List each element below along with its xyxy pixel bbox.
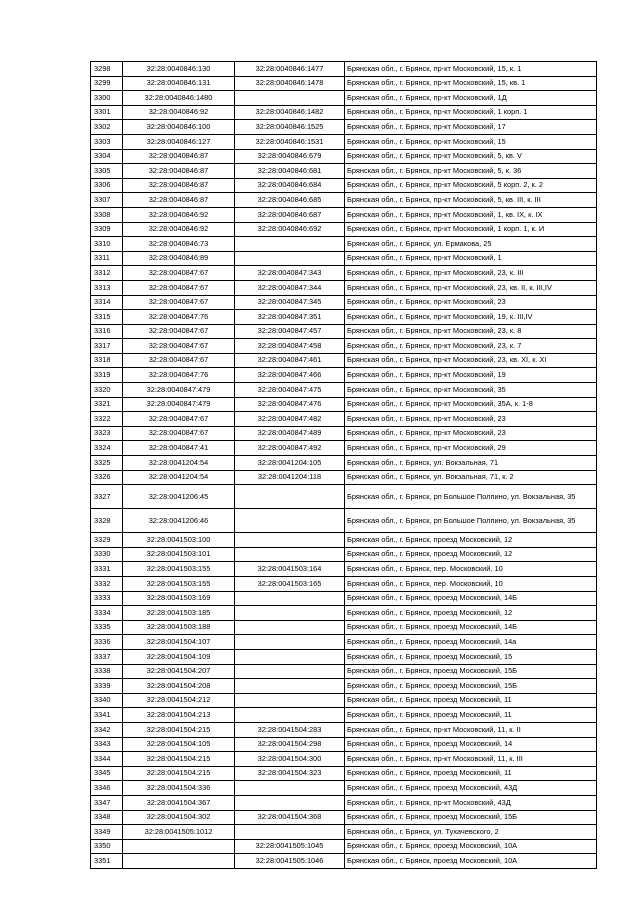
- cadastral-number-cell: 32:28:0040846:127: [123, 134, 235, 149]
- cadastral-number-cell: 32:28:0040847:67: [123, 339, 235, 354]
- address-cell: Брянская обл., г. Брянск, проезд Московский, 12: [345, 606, 597, 621]
- table-row: [91, 547, 597, 562]
- address-cell: Брянская обл., г. Брянск, пр-кт Московский, 1: [345, 251, 597, 266]
- address-cell: Брянская обл., г. Брянск, пр-кт Московский, 19, к. III,IV: [345, 310, 597, 325]
- object-number-cell: [235, 649, 345, 664]
- table-row: [91, 795, 597, 810]
- table-row: [91, 664, 597, 679]
- table-row: [91, 134, 597, 149]
- object-number-cell: 32:28:0041504:283: [235, 722, 345, 737]
- object-number-cell: [235, 533, 345, 548]
- table-row: [91, 324, 597, 339]
- cadastral-number-cell: 32:28:0041503:100: [123, 533, 235, 548]
- address-cell: Брянская обл., г. Брянск, пр-кт Московский, 35А, к. 1-8: [345, 397, 597, 412]
- row-number-cell: 3317: [91, 339, 123, 354]
- cadastral-number-cell: 32:28:0041503:185: [123, 606, 235, 621]
- cadastral-number-cell: 32:28:0040847:67: [123, 412, 235, 427]
- table-row: [91, 441, 597, 456]
- table-row: [91, 635, 597, 650]
- row-number-cell: 3322: [91, 412, 123, 427]
- address-cell: Брянская обл., г. Брянск, пр-кт Московский, 17: [345, 120, 597, 135]
- row-number-cell: 3309: [91, 222, 123, 237]
- object-number-cell: [235, 679, 345, 694]
- address-cell: Брянская обл., г. Брянск, пр-кт Московский, 11, к. III: [345, 752, 597, 767]
- object-number-cell: [235, 91, 345, 106]
- row-number-cell: 3333: [91, 591, 123, 606]
- cadastral-number-cell: 32:28:0040846:92: [123, 222, 235, 237]
- table-row: [91, 62, 597, 77]
- table-row: [91, 91, 597, 106]
- table-row: [91, 207, 597, 222]
- cadastral-number-cell: 32:28:0040847:67: [123, 266, 235, 281]
- table-body: [91, 62, 597, 869]
- row-number-cell: 3344: [91, 752, 123, 767]
- table-row: [91, 825, 597, 840]
- row-number-cell: 3343: [91, 737, 123, 752]
- object-number-cell: 32:28:0040847:475: [235, 383, 345, 398]
- row-number-cell: 3345: [91, 766, 123, 781]
- row-number-cell: 3325: [91, 456, 123, 471]
- object-number-cell: 32:28:0040846:685: [235, 193, 345, 208]
- row-number-cell: 3307: [91, 193, 123, 208]
- object-number-cell: [235, 237, 345, 252]
- table-row: [91, 353, 597, 368]
- table-row: [91, 178, 597, 193]
- row-number-cell: 3321: [91, 397, 123, 412]
- cadastral-number-cell: 32:28:0041504:208: [123, 679, 235, 694]
- object-number-cell: [235, 606, 345, 621]
- address-cell: Брянская обл., г. Брянск, пр-кт Московский, 15: [345, 134, 597, 149]
- cadastral-number-cell: 32:28:0041503:155: [123, 562, 235, 577]
- object-number-cell: 32:28:0041504:298: [235, 737, 345, 752]
- table-row: [91, 266, 597, 281]
- address-cell: Брянская обл., г. Брянск, проезд Московский, 43Д: [345, 781, 597, 796]
- address-cell: Брянская обл., г. Брянск, проезд Московский, 15Б: [345, 664, 597, 679]
- object-number-cell: 32:28:0040847:345: [235, 295, 345, 310]
- row-number-cell: 3298: [91, 62, 123, 77]
- table-row: [91, 295, 597, 310]
- object-number-cell: 32:28:0040847:343: [235, 266, 345, 281]
- object-number-cell: 32:28:0040847:461: [235, 353, 345, 368]
- object-number-cell: [235, 708, 345, 723]
- object-number-cell: [235, 251, 345, 266]
- address-cell: Брянская обл., г. Брянск, проезд Московский, 12: [345, 547, 597, 562]
- row-number-cell: 3346: [91, 781, 123, 796]
- object-number-cell: 32:28:0040846:687: [235, 207, 345, 222]
- table-row: [91, 237, 597, 252]
- address-cell: Брянская обл., г. Брянск, пр-кт Московский, 1 корп. 1: [345, 105, 597, 120]
- table-row: [91, 339, 597, 354]
- table-row: [91, 509, 597, 533]
- address-cell: Брянская обл., г. Брянск, ул. Тухачевского, 2: [345, 825, 597, 840]
- table-row: [91, 412, 597, 427]
- cadastral-number-cell: 32:28:0041504:215: [123, 752, 235, 767]
- address-cell: Брянская обл., г. Брянск, проезд Московский, 14: [345, 737, 597, 752]
- object-number-cell: 32:28:0040847:482: [235, 412, 345, 427]
- cadastral-number-cell: 32:28:0040846:73: [123, 237, 235, 252]
- table-row: [91, 781, 597, 796]
- row-number-cell: 3304: [91, 149, 123, 164]
- table-row: [91, 577, 597, 592]
- row-number-cell: 3341: [91, 708, 123, 723]
- address-cell: Брянская обл., г. Брянск, проезд Московский, 10А: [345, 839, 597, 854]
- object-number-cell: [235, 825, 345, 840]
- address-cell: Брянская обл., г. Брянск, пр-кт Московский, 15, кв. 1: [345, 76, 597, 91]
- cadastral-number-cell: 32:28:0041204:54: [123, 456, 235, 471]
- address-cell: Брянская обл., г. Брянск, рп Большое Полпино, ул. Вокзальная, 35: [345, 509, 597, 533]
- object-number-cell: [235, 591, 345, 606]
- object-number-cell: 32:28:0040846:679: [235, 149, 345, 164]
- row-number-cell: 3349: [91, 825, 123, 840]
- address-cell: Брянская обл., г. Брянск, проезд Московский, 11: [345, 766, 597, 781]
- address-cell: Брянская обл., г. Брянск, пр-кт Московский, 23, к. 8: [345, 324, 597, 339]
- row-number-cell: 3302: [91, 120, 123, 135]
- table-row: [91, 164, 597, 179]
- table-row: [91, 591, 597, 606]
- row-number-cell: 3327: [91, 485, 123, 509]
- table-row: [91, 606, 597, 621]
- address-cell: Брянская обл., г. Брянск, рп Большое Полпино, ул. Вокзальная, 35: [345, 485, 597, 509]
- row-number-cell: 3331: [91, 562, 123, 577]
- object-number-cell: 32:28:0040846:1482: [235, 105, 345, 120]
- object-number-cell: [235, 693, 345, 708]
- cadastral-number-cell: 32:28:0041504:336: [123, 781, 235, 796]
- address-cell: Брянская обл., г. Брянск, пр-кт Московский, 23, кв. II, к. III,IV: [345, 280, 597, 295]
- cadastral-number-cell: 32:28:0040846:87: [123, 164, 235, 179]
- address-cell: Брянская обл., г. Брянск, проезд Московский, 10А: [345, 854, 597, 869]
- row-number-cell: 3338: [91, 664, 123, 679]
- row-number-cell: 3329: [91, 533, 123, 548]
- object-number-cell: 32:28:0040846:1531: [235, 134, 345, 149]
- object-number-cell: 32:28:0040846:1525: [235, 120, 345, 135]
- cadastral-number-cell: 32:28:0041504:367: [123, 795, 235, 810]
- row-number-cell: 3335: [91, 620, 123, 635]
- row-number-cell: 3310: [91, 237, 123, 252]
- cadastral-number-cell: 32:28:0041504:107: [123, 635, 235, 650]
- row-number-cell: 3339: [91, 679, 123, 694]
- cadastral-number-cell: 32:28:0040846:131: [123, 76, 235, 91]
- table-row: [91, 693, 597, 708]
- cadastral-number-cell: 32:28:0040846:1480: [123, 91, 235, 106]
- row-number-cell: 3299: [91, 76, 123, 91]
- row-number-cell: 3312: [91, 266, 123, 281]
- table-row: [91, 280, 597, 295]
- table-row: [91, 222, 597, 237]
- cadastral-number-cell: 32:28:0040846:87: [123, 149, 235, 164]
- row-number-cell: 3326: [91, 470, 123, 485]
- table-row: [91, 193, 597, 208]
- table-row: [91, 310, 597, 325]
- cadastral-number-cell: 32:28:0041504:207: [123, 664, 235, 679]
- table-row: [91, 105, 597, 120]
- address-cell: Брянская обл., г. Брянск, пр-кт Московский, 15, к. 1: [345, 62, 597, 77]
- table-row: [91, 251, 597, 266]
- table-row: [91, 722, 597, 737]
- table-row: [91, 708, 597, 723]
- address-cell: Брянская обл., г. Брянск, пр-кт Московский, 11, к. II: [345, 722, 597, 737]
- address-cell: Брянская обл., г. Брянск, пр-кт Московский, 29: [345, 441, 597, 456]
- address-cell: Брянская обл., г. Брянск, пр-кт Московский, 23: [345, 412, 597, 427]
- row-number-cell: 3348: [91, 810, 123, 825]
- address-cell: Брянская обл., г. Брянск, ул. Вокзальная, 71: [345, 456, 597, 471]
- object-number-cell: [235, 635, 345, 650]
- address-cell: Брянская обл., г. Брянск, пр-кт Московский, 23, к. III: [345, 266, 597, 281]
- row-number-cell: 3300: [91, 91, 123, 106]
- table-row: [91, 737, 597, 752]
- row-number-cell: 3311: [91, 251, 123, 266]
- table-row: [91, 470, 597, 485]
- address-cell: Брянская обл., г. Брянск, пер. Московский, 10: [345, 562, 597, 577]
- row-number-cell: 3323: [91, 426, 123, 441]
- cadastral-number-cell: 32:28:0040847:479: [123, 383, 235, 398]
- cadastral-number-cell: 32:28:0040847:479: [123, 397, 235, 412]
- cadastral-number-cell: [123, 854, 235, 869]
- row-number-cell: 3330: [91, 547, 123, 562]
- object-number-cell: 32:28:0040847:476: [235, 397, 345, 412]
- address-cell: Брянская обл., г. Брянск, проезд Московский, 15: [345, 649, 597, 664]
- cadastral-number-cell: 32:28:0040846:100: [123, 120, 235, 135]
- table-row: [91, 620, 597, 635]
- address-cell: Брянская обл., г. Брянск, проезд Московский, 11: [345, 708, 597, 723]
- address-cell: Брянская обл., г. Брянск, пр-кт Московский, 5, кв. V: [345, 149, 597, 164]
- row-number-cell: 3308: [91, 207, 123, 222]
- cadastral-number-cell: 32:28:0041503:155: [123, 577, 235, 592]
- cadastral-number-cell: 32:28:0040847:67: [123, 426, 235, 441]
- table-row: [91, 752, 597, 767]
- row-number-cell: 3340: [91, 693, 123, 708]
- object-number-cell: 32:28:0041204:105: [235, 456, 345, 471]
- cadastral-number-cell: 32:28:0040847:67: [123, 324, 235, 339]
- address-cell: Брянская обл., г. Брянск, проезд Московский, 11: [345, 693, 597, 708]
- address-cell: Брянская обл., г. Брянск, пр-кт Московский, 23: [345, 426, 597, 441]
- cadastral-number-cell: 32:28:0040846:92: [123, 105, 235, 120]
- table-row: [91, 149, 597, 164]
- object-number-cell: [235, 620, 345, 635]
- row-number-cell: 3319: [91, 368, 123, 383]
- table-row: [91, 562, 597, 577]
- object-number-cell: 32:28:0041505:1046: [235, 854, 345, 869]
- object-number-cell: 32:28:0040846:681: [235, 164, 345, 179]
- object-number-cell: 32:28:0040847:351: [235, 310, 345, 325]
- object-number-cell: 32:28:0041504:323: [235, 766, 345, 781]
- cadastral-number-cell: 32:28:0041504:213: [123, 708, 235, 723]
- address-cell: Брянская обл., г. Брянск, пер. Московский, 10: [345, 577, 597, 592]
- cadastral-number-cell: 32:28:0041504:215: [123, 722, 235, 737]
- cadastral-number-cell: 32:28:0040846:92: [123, 207, 235, 222]
- object-number-cell: 32:28:0041505:1045: [235, 839, 345, 854]
- cadastral-number-cell: 32:28:0040846:89: [123, 251, 235, 266]
- cadastral-number-cell: 32:28:0040847:67: [123, 353, 235, 368]
- cadastral-number-cell: 32:28:0040847:41: [123, 441, 235, 456]
- object-number-cell: 32:28:0040847:344: [235, 280, 345, 295]
- object-number-cell: 32:28:0041204:118: [235, 470, 345, 485]
- table-row: [91, 766, 597, 781]
- cadastral-number-cell: 32:28:0041503:169: [123, 591, 235, 606]
- object-number-cell: [235, 781, 345, 796]
- address-cell: Брянская обл., г. Брянск, пр-кт Московский, 19: [345, 368, 597, 383]
- row-number-cell: 3347: [91, 795, 123, 810]
- object-number-cell: 32:28:0040846:684: [235, 178, 345, 193]
- cadastral-number-cell: [123, 839, 235, 854]
- object-number-cell: 32:28:0041503:164: [235, 562, 345, 577]
- table-row: [91, 383, 597, 398]
- row-number-cell: 3318: [91, 353, 123, 368]
- table-row: [91, 679, 597, 694]
- address-cell: Брянская обл., г. Брянск, ул. Ермакова, 25: [345, 237, 597, 252]
- row-number-cell: 3313: [91, 280, 123, 295]
- address-cell: Брянская обл., г. Брянск, проезд Московский, 12: [345, 533, 597, 548]
- cadastral-number-cell: 32:28:0041206:46: [123, 509, 235, 533]
- table-row: [91, 839, 597, 854]
- cadastral-number-cell: 32:28:0041504:212: [123, 693, 235, 708]
- cadastral-number-cell: 32:28:0040847:76: [123, 368, 235, 383]
- cadastral-number-cell: 32:28:0041504:105: [123, 737, 235, 752]
- object-number-cell: 32:28:0041503:165: [235, 577, 345, 592]
- cadastral-number-cell: 32:28:0041504:215: [123, 766, 235, 781]
- cadastral-number-cell: 32:28:0041206:45: [123, 485, 235, 509]
- table-row: [91, 854, 597, 869]
- address-cell: Брянская обл., г. Брянск, проезд Московский, 14Б: [345, 620, 597, 635]
- row-number-cell: 3316: [91, 324, 123, 339]
- address-cell: Брянская обл., г. Брянск, пр-кт Московский, 35: [345, 383, 597, 398]
- row-number-cell: 3332: [91, 577, 123, 592]
- object-number-cell: [235, 547, 345, 562]
- object-number-cell: [235, 509, 345, 533]
- row-number-cell: 3350: [91, 839, 123, 854]
- cadastral-number-cell: 32:28:0041204:54: [123, 470, 235, 485]
- row-number-cell: 3342: [91, 722, 123, 737]
- address-cell: Брянская обл., г. Брянск, пр-кт Московский, 1 корп. 1, к. И: [345, 222, 597, 237]
- row-number-cell: 3334: [91, 606, 123, 621]
- row-number-cell: 3303: [91, 134, 123, 149]
- object-number-cell: 32:28:0041504:300: [235, 752, 345, 767]
- row-number-cell: 3306: [91, 178, 123, 193]
- object-number-cell: [235, 485, 345, 509]
- address-cell: Брянская обл., г. Брянск, пр-кт Московский, 5, к. 36: [345, 164, 597, 179]
- row-number-cell: 3305: [91, 164, 123, 179]
- table-row: [91, 485, 597, 509]
- object-number-cell: [235, 664, 345, 679]
- table-row: [91, 120, 597, 135]
- table-row: [91, 426, 597, 441]
- cadastral-number-cell: 32:28:0041505:1012: [123, 825, 235, 840]
- cadastral-table: [90, 61, 597, 869]
- table-row: [91, 76, 597, 91]
- table-row: [91, 649, 597, 664]
- object-number-cell: 32:28:0040847:492: [235, 441, 345, 456]
- address-cell: Брянская обл., г. Брянск, проезд Московский, 15Б: [345, 679, 597, 694]
- cadastral-number-cell: 32:28:0040847:67: [123, 295, 235, 310]
- address-cell: Брянская обл., г. Брянск, пр-кт Московский, 43Д: [345, 795, 597, 810]
- row-number-cell: 3320: [91, 383, 123, 398]
- cadastral-number-cell: 32:28:0041504:302: [123, 810, 235, 825]
- table-row: [91, 456, 597, 471]
- row-number-cell: 3351: [91, 854, 123, 869]
- table-row: [91, 368, 597, 383]
- cadastral-number-cell: 32:28:0041503:101: [123, 547, 235, 562]
- cadastral-number-cell: 32:28:0040846:130: [123, 62, 235, 77]
- address-cell: Брянская обл., г. Брянск, проезд Московский, 15Б: [345, 810, 597, 825]
- row-number-cell: 3314: [91, 295, 123, 310]
- address-cell: Брянская обл., г. Брянск, пр-кт Московский, 23, к. 7: [345, 339, 597, 354]
- row-number-cell: 3337: [91, 649, 123, 664]
- table-row: [91, 810, 597, 825]
- table-row: [91, 533, 597, 548]
- cadastral-number-cell: 32:28:0040846:87: [123, 193, 235, 208]
- object-number-cell: 32:28:0040846:1478: [235, 76, 345, 91]
- address-cell: Брянская обл., г. Брянск, пр-кт Московский, 1, кв. IX, к. IX: [345, 207, 597, 222]
- address-cell: Брянская обл., г. Брянск, пр-кт Московский, 23, кв. XI, к. XI: [345, 353, 597, 368]
- object-number-cell: 32:28:0040846:1477: [235, 62, 345, 77]
- table-row: [91, 397, 597, 412]
- address-cell: Брянская обл., г. Брянск, пр-кт Московский, 5, кв. III, к. III: [345, 193, 597, 208]
- cadastral-number-cell: 32:28:0040846:87: [123, 178, 235, 193]
- object-number-cell: 32:28:0040847:466: [235, 368, 345, 383]
- row-number-cell: 3328: [91, 509, 123, 533]
- address-cell: Брянская обл., г. Брянск, ул. Вокзальная, 71, к. 2: [345, 470, 597, 485]
- address-cell: Брянская обл., г. Брянск, проезд Московский, 14а: [345, 635, 597, 650]
- object-number-cell: 32:28:0041504:368: [235, 810, 345, 825]
- address-cell: Брянская обл., г. Брянск, пр-кт Московский, 5 корп. 2, к. 2: [345, 178, 597, 193]
- cadastral-number-cell: 32:28:0040847:67: [123, 280, 235, 295]
- address-cell: Брянская обл., г. Брянск, проезд Московский, 14Б: [345, 591, 597, 606]
- object-number-cell: 32:28:0040847:457: [235, 324, 345, 339]
- cadastral-number-cell: 32:28:0041503:188: [123, 620, 235, 635]
- address-cell: Брянская обл., г. Брянск, пр-кт Московский, 1Д: [345, 91, 597, 106]
- cadastral-number-cell: 32:28:0041504:109: [123, 649, 235, 664]
- object-number-cell: 32:28:0040846:692: [235, 222, 345, 237]
- object-number-cell: [235, 795, 345, 810]
- address-cell: Брянская обл., г. Брянск, пр-кт Московский, 23: [345, 295, 597, 310]
- object-number-cell: 32:28:0040847:489: [235, 426, 345, 441]
- row-number-cell: 3301: [91, 105, 123, 120]
- object-number-cell: 32:28:0040847:458: [235, 339, 345, 354]
- row-number-cell: 3324: [91, 441, 123, 456]
- cadastral-number-cell: 32:28:0040847:76: [123, 310, 235, 325]
- row-number-cell: 3315: [91, 310, 123, 325]
- row-number-cell: 3336: [91, 635, 123, 650]
